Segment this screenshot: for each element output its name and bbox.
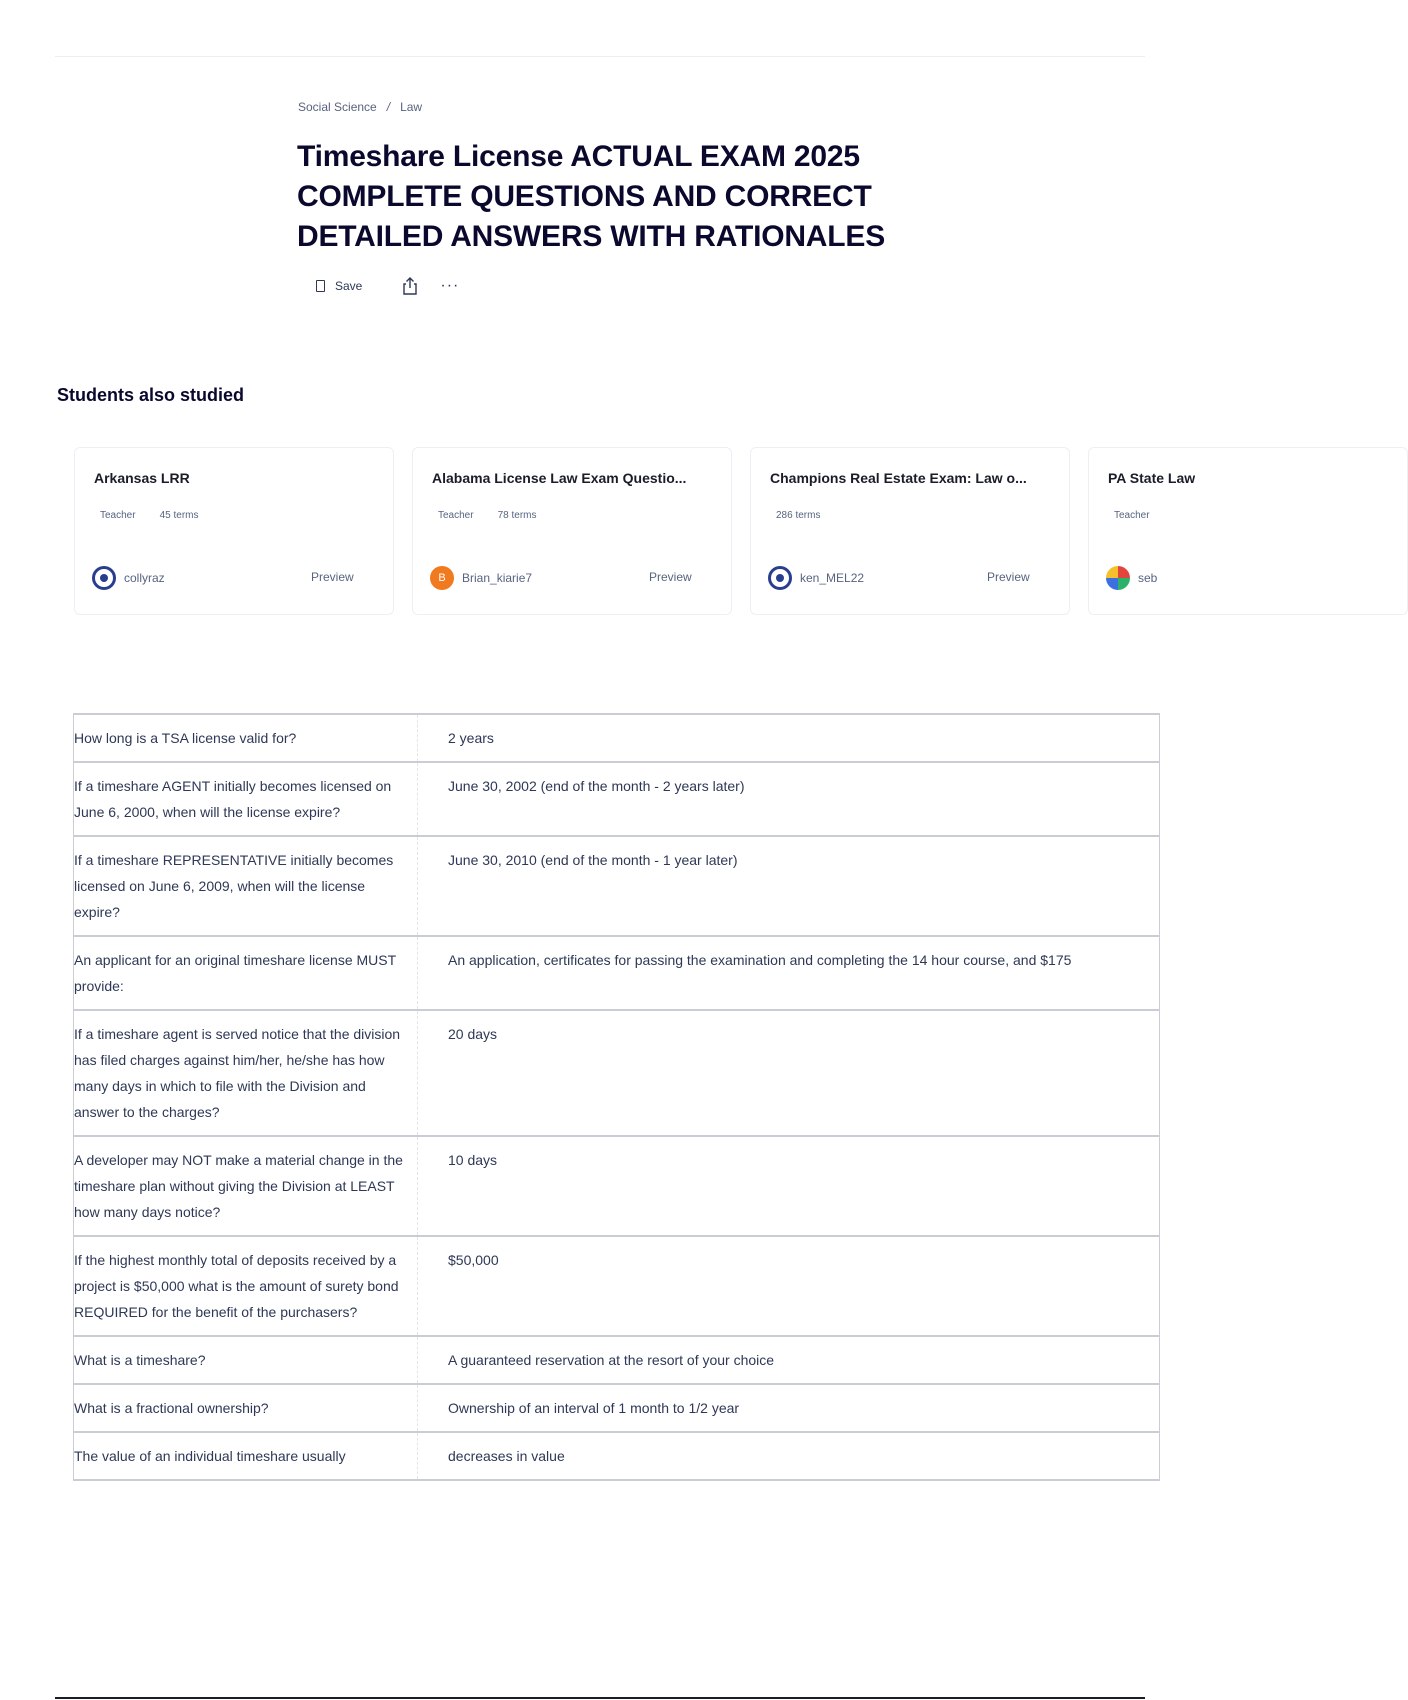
term-answer: June 30, 2010 (end of the month - 1 year later) [418, 836, 1160, 936]
card-title: Alabama License Law Exam Questio... [432, 470, 687, 486]
preview-button[interactable]: Preview [649, 570, 692, 584]
preview-button[interactable]: Preview [311, 570, 354, 584]
term-question: What is a fractional ownership? [74, 1384, 418, 1432]
breadcrumb-separator: / [386, 100, 391, 114]
teacher-badge: Teacher [438, 510, 474, 521]
breadcrumb [298, 100, 422, 114]
terms-table [73, 713, 1160, 1481]
table-row [74, 762, 1160, 836]
breadcrumb-item-law[interactable]: Law [400, 100, 423, 114]
table-row [74, 1384, 1160, 1432]
term-count: 45 terms [159, 510, 199, 521]
page-title: Timeshare License ACTUAL EXAM 2025 COMPLETE QUESTIONS AND CORRECT DETAILED ANSWERS WITH RATIONALES [297, 140, 886, 253]
preview-button[interactable]: Preview [987, 570, 1030, 584]
term-count: 78 terms [497, 510, 537, 521]
avatar: B [430, 566, 454, 590]
card-author[interactable] [430, 566, 532, 590]
term-answer: A guaranteed reservation at the resort of your choice [418, 1336, 1160, 1384]
term-answer: decreases in value [418, 1432, 1160, 1480]
avatar [768, 566, 792, 590]
term-answer: 10 days [418, 1136, 1160, 1236]
card-title: Champions Real Estate Exam: Law o... [770, 470, 1027, 486]
term-answer: 2 years [418, 714, 1160, 762]
term-question: If a timeshare AGENT initially becomes licensed on June 6, 2000, when will the license expire? [74, 762, 418, 836]
author-name: ken_MEL22 [800, 571, 865, 585]
students-also-studied-heading: Students also studied [57, 385, 245, 405]
card-meta [776, 510, 820, 521]
term-answer: Ownership of an interval of 1 month to 1/2 year [418, 1384, 1160, 1432]
card-author[interactable] [768, 566, 864, 590]
table-row [74, 1136, 1160, 1236]
term-question: What is a timeshare? [74, 1336, 418, 1384]
teacher-badge: Teacher [1114, 510, 1150, 521]
study-set-card[interactable] [74, 447, 394, 615]
more-options-icon[interactable]: ··· [440, 277, 460, 294]
top-divider [55, 56, 1145, 57]
card-author[interactable] [92, 566, 165, 590]
card-meta [1114, 510, 1150, 521]
save-button[interactable] [316, 279, 362, 293]
card-meta [438, 510, 536, 521]
table-row [74, 1432, 1160, 1480]
study-set-card[interactable] [412, 447, 732, 615]
term-question: How long is a TSA license valid for? [74, 714, 418, 762]
term-question: A developer may NOT make a material change in the timeshare plan without giving the Division at LEAST how many days notice? [74, 1136, 418, 1236]
term-question: An applicant for an original timeshare license MUST provide: [74, 936, 418, 1010]
term-question: The value of an individual timeshare usually [74, 1432, 418, 1480]
card-meta [100, 510, 198, 521]
term-answer: $50,000 [418, 1236, 1160, 1336]
action-bar [316, 276, 459, 296]
table-row [74, 1236, 1160, 1336]
study-set-card[interactable] [750, 447, 1070, 615]
table-row [74, 714, 1160, 762]
card-title: PA State Law [1108, 470, 1196, 486]
term-answer: 20 days [418, 1010, 1160, 1136]
table-row [74, 1010, 1160, 1136]
term-answer: June 30, 2002 (end of the month - 2 years later) [418, 762, 1160, 836]
author-name: Brian_kiarie7 [462, 571, 533, 585]
author-name: collyraz [124, 571, 165, 585]
share-icon[interactable] [400, 276, 420, 296]
breadcrumb-item-social-science[interactable]: Social Science [298, 100, 377, 114]
study-set-carousel [74, 447, 1196, 617]
card-title: Arkansas LRR [94, 470, 190, 486]
bottom-divider [55, 1697, 1145, 1699]
table-row [74, 1336, 1160, 1384]
term-answer: An application, certificates for passing the examination and completing the 14 hour course, and $175 [418, 936, 1160, 1010]
bookmark-icon [316, 280, 325, 292]
save-label: Save [335, 279, 363, 293]
study-set-card[interactable] [1088, 447, 1408, 615]
term-count: 286 terms [776, 510, 821, 521]
avatar [92, 566, 116, 590]
term-question: If a timeshare agent is served notice that the division has filed charges against him/her, he/she has how many days in which to file with the Division and answer to the charges? [74, 1010, 418, 1136]
card-author[interactable] [1106, 566, 1157, 590]
table-row [74, 936, 1160, 1010]
table-row [74, 836, 1160, 936]
teacher-badge: Teacher [100, 510, 136, 521]
term-question: If the highest monthly total of deposits received by a project is $50,000 what is the amount of surety bond REQUIRED for the benefit of the purchasers? [74, 1236, 418, 1336]
avatar [1106, 566, 1130, 590]
term-question: If a timeshare REPRESENTATIVE initially becomes licensed on June 6, 2009, when will the license expire? [74, 836, 418, 936]
author-name: seb [1138, 571, 1158, 585]
